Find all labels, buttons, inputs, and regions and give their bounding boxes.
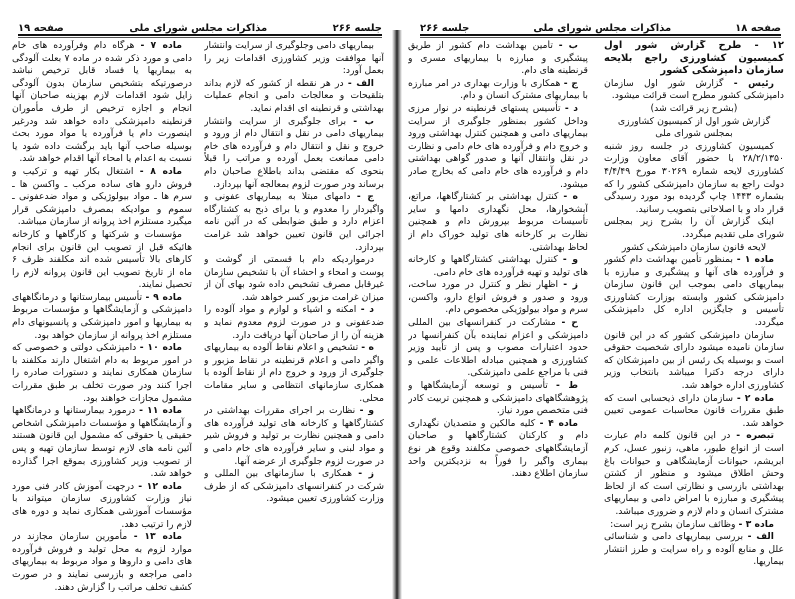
running-title: مذاکرات مجلس شورای ملی xyxy=(129,23,268,34)
article-label: ماده ۱۳ - xyxy=(133,531,182,543)
article-label: ج - xyxy=(563,77,578,89)
paragraph-text: گزارش شور اول از کمیسیون کشاورزی xyxy=(617,115,771,127)
paragraph xyxy=(604,40,784,78)
paragraph-text: طرح گزارش شور اول کمیسیون کشاورزی راجع بلایحه سازمان دامپزشکی کشور xyxy=(604,40,784,77)
paragraph-text: برای جلوگیری از سرایت وانتشار بیماریهای دامی در نقل و انتقال دام از ورود و خروج و نقل و انتقال دام و فرآورده های خام دامی ممانعت بعمل آورده و مراتب را قبلاً بنحوی که مقتضی بداند باطلاع صاحبان دام برساند ودر صورت لزوم بمعالجه آنها بپردازد. xyxy=(204,115,384,190)
paragraph-text: دامهای مبتلا به بیماریهای عفونی و واگیردار را معدوم و یا برای ذبح به کشتارگاه اعزام دارد و طبق ضوابطی که در آئین نامه اجرائی این قانون تعیین خواهد شد غرامت بپردازد. xyxy=(204,191,384,253)
text-column xyxy=(604,40,784,592)
paragraph xyxy=(408,317,588,380)
article-label: ه - xyxy=(563,191,578,203)
session-number: جلسه ۲۶۶ xyxy=(420,23,470,34)
text-column xyxy=(408,40,588,592)
paragraph-text: کلیه مالکین و متصدیان نگهداری دام و کارکنان کشتارگاهها و صاحبان آزمایشگاههای خصوصی مکلفند وقوع هر نوع بیماری واگیر را فوراً به نزدیکترین واحد سازمان اطلاع دهند. xyxy=(408,417,588,480)
paragraph-text: تأسیس و توسعه آزمایشگاهها و پژوهشگاههای دامپزشکی و همچنین تربیت کادر فنی متخصص مورد نیاز. xyxy=(408,380,588,417)
paragraph xyxy=(604,330,784,393)
article-label: ماده ۹ - xyxy=(145,291,182,303)
right-page xyxy=(402,0,795,599)
paragraph-text: تشخیص و اعلام نقاط آلوده به بیماریهای واگیر دامی و اعلام قرنطینه در نقاط مزبور و جلوگیری از ورود و خروج دام از نقاط آلوده با همکاری سازمانهای انتظامی و سایر مقامات محلی. xyxy=(204,342,384,404)
article-label: الف - xyxy=(747,531,774,543)
paragraph-text: اظهار نظر و کنترل در مورد ساخت، ورود و صدور و فروش انواع دارو، واکسن، سرم و مواد بیولوژیکی مخصوص دام. xyxy=(408,279,588,316)
article-label: و - xyxy=(359,405,374,417)
paragraph-text: در این قانون کلمه دام عبارت است از انواع طیور، ماهی، زنبور عسل، کرم ابریشم، حیوانات آزمایشگاهی و حیوانات باغ وحش اطلاق میشود و منظور از کشتن بهداشتی بازرسی و نظارتی است که از لحاظ پیشگیری و مبارزه با امراض دامی و بیماریهای مشترک انسان و دام لازم و ضروری میباشد. xyxy=(604,430,784,517)
article-label: ماده ۸ - xyxy=(139,165,182,177)
paragraph-text: لایحه قانون سازمان دامپزشکی کشور xyxy=(621,241,767,253)
paragraph xyxy=(604,519,784,532)
article-label: ماده ۲ - xyxy=(736,392,774,404)
paragraph xyxy=(204,254,384,304)
book-gutter xyxy=(392,30,402,599)
paragraph-text: نظارت بر اجرای مقررات بهداشتی در کشتارگاهها و کارخانه های تولید فرآورده های دامی و همچنین نظارت بر تولید و فروش شیر و مواد لبنی و سایر فرآورده های خام دامی و در صورت لزوم جلوگیری از عرضه آنها. xyxy=(204,405,384,467)
article-label: ب - xyxy=(558,40,578,51)
paragraph-text: بررسی بیماریهای دامی و شناسائی علل و منابع آلوده و راه سرایت و طرز انتشار بیماریها. xyxy=(604,531,784,568)
paragraph-text: تأمین بهداشت دام کشور از طریق پیشگیری و مبارزه با بیماریهای مسری و قرنطینه های دام. xyxy=(408,40,588,77)
paragraph xyxy=(12,40,192,166)
left-page xyxy=(0,0,396,599)
paragraph xyxy=(408,78,588,103)
paragraph-text: کنترل بهداشتی بر کشتارگاهها، مراتع، آبشخوارها، محل نگهداری دامها و سایر تأسیسات مربوط بپرورش دام و همچنین نظارت بر کارخانه های تولید خوراک دام از لحاظ بهداشتی. xyxy=(408,191,588,253)
paragraph xyxy=(12,481,192,531)
paragraph xyxy=(204,405,384,468)
paragraph xyxy=(604,393,784,431)
paragraph xyxy=(604,216,784,241)
paragraph xyxy=(204,78,384,116)
article-label: الف - xyxy=(347,77,374,89)
paragraph xyxy=(12,405,192,481)
paragraph xyxy=(12,531,192,592)
paragraph xyxy=(604,128,784,141)
article-label: ماده ۱۰ - xyxy=(139,342,182,354)
paragraph-text: کنترل بهداشتی کشتارگاهها و کارخانه های تولید و تهیه فرآورده های خام دامی. xyxy=(408,254,588,278)
paragraph-text: وظائف سازمان بشرح زیر است: xyxy=(610,518,736,530)
article-label: ط - xyxy=(556,380,578,392)
paragraph xyxy=(408,254,588,279)
running-title: مذاکرات مجلس شورای ملی xyxy=(533,23,672,34)
paragraph-text: گزارش شور اول سازمان دامپزشکی کشور مطرح است قرائت میشود. xyxy=(604,77,784,102)
article-label: ماده ۳ - xyxy=(738,518,774,530)
paragraph xyxy=(408,279,588,317)
paragraph-text: بمجلس شورای ملی xyxy=(655,128,733,140)
paragraph-text: تأسیس بیمارستانها و درمانگاههای دامپزشکی و آزمایشگاهها و مؤسسات مربوط به بیماریها و امور دامپزشکی و پانسیونهای دام مستلزم اخذ پروانه از سازمان خواهد بود. xyxy=(12,291,192,341)
paragraph xyxy=(12,166,192,229)
paragraph xyxy=(204,468,384,506)
paragraph-text: هرگاه دام وفرآورده های خام دامی و مورد ذکر شده در ماده ۷ بعلت آلودگی به بیماریها یا فساد قابل ترخیص نباشد درصورتیکه بتشخیص سازمان بدون آلودگی زایل شود اقدامات لازم بهزینه صاحبان آنها انجام و اجازه ترخیص از طرف مأموران قرنطینه دامپزشکی داده خواهد شد ودرغیر اینصورت دام یا فرآورده یا مواد مورد بحث بوسیله صاحب آنها باید برگشت داده شود یا نسبت به اعدام یا امحاء آنها اقدام خواهد شد. xyxy=(12,40,192,165)
article-label: ز - xyxy=(358,468,374,480)
article-label: ب - xyxy=(353,115,374,127)
article-label: ه - xyxy=(361,342,375,354)
article-label: ۱۲ - xyxy=(754,40,784,51)
paragraph-text: اشتغال بکار تهیه و ترکیب و فروش دارو های ساده مرکب ـ واکسن ها ـ سرم ها ـ مواد بیولوژیکی و مواد ضدعفونی ـ سموم و موادیکه بمصرف دامپزشکی قرار میگیرد مستلزم اخذ پروانه از سازمان میباشد. xyxy=(12,165,192,228)
article-label: ماده ۱ - xyxy=(736,254,774,266)
paragraph xyxy=(204,40,384,78)
paragraph xyxy=(12,292,192,342)
page-header xyxy=(420,22,781,34)
paragraph-text: در هر نقطه از کشور که لازم بداند بتلقیحات و معالجات دامی و انجام عملیات بهداشتی و قرنطینه ای اقدام نماید. xyxy=(204,77,384,114)
paragraph-text: مشارکت در کنفرانسهای بین المللی دامپزشکی و اعزام نماینده بآن کنفرانسها در حدود اعتبارات مصوب و پس از تأیید وزیر کشاورزی و همچنین مبادله اطلاعات علمی و فنی با مراجع علمی دامپزشکی. xyxy=(408,317,588,379)
paragraph xyxy=(204,342,384,405)
paragraph xyxy=(204,191,384,254)
paragraph xyxy=(604,116,784,129)
article-label: د - xyxy=(360,304,374,316)
paragraph-text: (بشرح زیر قرائت شد) xyxy=(650,102,738,114)
paragraph xyxy=(604,242,784,255)
paragraph-text: سازمان دارای ذیحسابی است که طبق مقررات قانون محاسبات عمومی تعیین خواهد شد. xyxy=(604,392,784,429)
paragraph xyxy=(604,531,784,569)
paragraph xyxy=(604,430,784,518)
article-label: ز - xyxy=(563,279,578,291)
paragraph xyxy=(408,40,588,78)
paragraph xyxy=(204,116,384,192)
article-label: ماده ۱۲ - xyxy=(138,480,182,492)
text-column xyxy=(204,40,384,592)
paragraph xyxy=(604,141,784,217)
session-number: جلسه ۲۶۶ xyxy=(332,23,382,34)
paragraph xyxy=(408,418,588,481)
paragraph-text: بیماریهای دامی وجلوگیری از سرایت وانتشار آنها موافقت وزیر کشاورزی اقدامات زیر را بعمل آورد: xyxy=(204,40,384,77)
article-label: ماده ۱۱ - xyxy=(139,405,182,417)
paragraph-text: دامپزشکی دولتی و خصوصی که در امور مربوط به دام اشتغال دارند مکلفند با سازمان همکاری نمایند و دستورات صادره را اجرا کنند ودر صورت تخلف بر طبق مقررات مشمول مجازات خواهند بود. xyxy=(12,342,192,404)
article-label: ماده ۴ - xyxy=(539,417,578,429)
paragraph-text: کمیسیون کشاورزی در جلسه روز شنبه ۲۸/۲/۱۳۵۰ با حضور آقای معاون وزارت کشاورزی لایحه شماره ۳۰۲۶۹ مورخ ۴/۴/۴۹ دولت راجع به سازمان دامپزشکی کشور را که بشماره ۱۴۴۳ چاپ گردیده بود مورد رسیدگی قرار داد و با اصلاحاتی بتصویب رسانید. xyxy=(604,140,784,215)
article-label: ح - xyxy=(561,317,578,329)
article-label: ماده ۷ - xyxy=(140,40,182,51)
header-rule xyxy=(420,34,781,38)
page-header xyxy=(18,22,382,34)
paragraph-text: مؤسسات و شرکتها و کارگاهها و کارخانه هائیکه قبل از تصویب این قانون برای انجام کارهای بالا تأسیس شده اند مکلفند ظرف ۶ ماه از تاریخ تصویب این قانون پروانه لازم را تحصیل نمایند. xyxy=(12,228,192,291)
article-label: تبصره - xyxy=(736,430,774,442)
paragraph-text: امکنه و اشیاء و لوازم و مواد آلوده را ضدعفونی و در صورت لزوم معدوم نماید و هزینه آن را از صاحبان آنها دریافت دارد. xyxy=(204,304,384,341)
text-column xyxy=(12,40,192,592)
page-number: صفحه ۱۸ xyxy=(735,23,781,34)
paragraph-text: درمواردیکه دام با قسمتی از گوشت و پوست و امحاء و احشاء آن با تشخیص سازمان غیرقابل مصرف تشخیص داده شود بهای آن از میزان غرامت مزبور کسر خواهد شد. xyxy=(204,254,384,303)
paragraph xyxy=(12,229,192,292)
article-label: د - xyxy=(564,102,578,114)
header-rule xyxy=(18,34,382,38)
paragraph xyxy=(604,78,784,103)
paragraph xyxy=(12,342,192,405)
paragraph xyxy=(408,380,588,418)
paragraph xyxy=(408,191,588,254)
paragraph-text: همکاری با سازمانهای بین المللی و شرکت در کنفرانسهای دامپزشکی که از طرف وزارت کشاورزی تعیین میشود. xyxy=(204,468,384,505)
paragraph-text: درجهت آموزش کادر فنی مورد نیاز وزارت کشاورزی سازمان میتواند با مؤسسات آموزشی همکاری نماید و دوره های لازم را ترتیب دهد. xyxy=(12,480,192,530)
article-label: و - xyxy=(562,254,578,266)
paragraph-text: بمنظور تأمین بهداشت دام کشور و فرآورده های آنها و پیشگیری و مبارزه با بیماریهای دامی بموجب این قانون سازمان دامپزشکی کشور وابسته بوزارت کشاورزی تأسیس و جایگزین اداره کل دامپزشکی میگردد. xyxy=(604,254,784,329)
paragraph-text: مأمورین سازمان مجازند در موارد لزوم به محل تولید و فروش فرآورده های دامی و داروها و مواد مربوط به بیماریهای دامی مراجعه و بازرسی نمایند و در صورت کشف تخلف مراتب را گزارش دهند. xyxy=(12,531,192,592)
paragraph xyxy=(408,103,588,191)
paragraph xyxy=(604,103,784,116)
paragraph-text: تأسیس پستهای قرنطینه در نوار مرزی وداخل کشور بمنظور جلوگیری از سرایت بیماریهای دامی و همچنین کنترل بهداشتی ورود و خروج دام و فرآورده های خام دامی و نظارت در نقل وانتقال آنها و صدور گواهی بهداشتی دام و فرآورده های خام دامی که بخارج صادر میشود. xyxy=(408,102,588,190)
page-number: صفحه ۱۹ xyxy=(18,23,64,34)
paragraph-text: درمورد بیمارستانها و درمانگاهها و آزمایشگاهها و مؤسسات دامپزشکی اشخاص حقیقی یا حقوقی که مشمول این قانون هستند آئین نامه های لازم توسط سازمان تهیه و پس از تصویب وزیر کشاورزی بموقع اجرا گذارده خواهد شد. xyxy=(12,405,192,480)
paragraph-text: اینک گزارش آن را بشرح زیر بمجلس شورای ملی تقدیم میگردد. xyxy=(604,216,784,240)
paragraph xyxy=(204,304,384,342)
paragraph-text: سازمان دامپزشکی کشور که در این قانون سازمان نامیده میشود دارای شخصیت حقوقی است و بوسیله یک رئیس از بین دامپزشکان که دارای درجه دکترا میباشد بانتخاب وزیر کشاورزی اداره خواهد شد. xyxy=(604,329,784,392)
paragraph xyxy=(604,254,784,330)
article-label: ج - xyxy=(356,191,374,203)
article-label: رئیس - xyxy=(733,77,774,89)
paragraph-text: همکاری با وزارت بهداری در امر مبارزه با بیماریهای مشترک انسان و دام. xyxy=(408,77,588,102)
